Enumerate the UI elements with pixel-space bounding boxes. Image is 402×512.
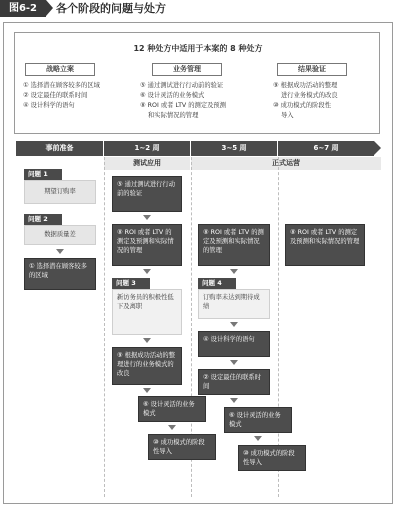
- problem-4-tag: 问题 4: [198, 278, 236, 289]
- prescription-box: ⑨ 根据成功活动的整理进行的业务模式的改良: [112, 347, 182, 385]
- prescription-box: ⑤ 通过测试进行行动前的验证: [112, 176, 182, 212]
- problem-1-tag: 问题 1: [24, 169, 62, 180]
- flow-arrow: [230, 269, 238, 274]
- timeline-week-1-2: 1~2 周: [104, 141, 191, 156]
- strategy-item: ② 设定最佳的联系时间: [23, 92, 88, 99]
- operation-item: ⑤ 通过测试进行行动前的验证: [140, 82, 224, 89]
- prescriptions-box: [14, 32, 380, 134]
- problem-3-tag: 问题 3: [112, 278, 150, 289]
- flow-arrow: [143, 215, 151, 220]
- prescription-box: ② 设定最佳的联系时间: [198, 369, 270, 395]
- figure-title: 各个阶段的问题与处方: [56, 2, 166, 15]
- prescription-box: ⑥ 设计灵活的业务模式: [224, 407, 292, 433]
- flow-arrow: [254, 436, 262, 441]
- verification-item: ⑨ 根据成功活动的整理: [273, 82, 338, 89]
- phase-test: 测试应用: [104, 157, 190, 170]
- flow-arrow: [56, 249, 64, 254]
- category-operation: 业务管理: [152, 63, 222, 76]
- problem-3-text: 新访务员的积极性低下及离职: [112, 289, 182, 335]
- verification-item: 导入: [281, 112, 294, 119]
- prescription-box: ⑩ 成功模式的阶段性导入: [148, 434, 216, 460]
- problem-2-text: 数据质量差: [24, 225, 96, 245]
- operation-item: ⑧ ROI 或者 LTV 的测定及预测: [140, 102, 227, 109]
- figure-tag-tail: [46, 0, 53, 16]
- flow-arrow: [168, 425, 176, 430]
- flow-arrow: [230, 322, 238, 327]
- flow-arrow: [143, 388, 151, 393]
- operation-item: 和实际情况的管理: [148, 112, 199, 119]
- category-strategy: 战略立案: [25, 63, 95, 76]
- timeline-prep: 事前准备: [16, 141, 104, 156]
- prescription-box: ① 选择潜在顾客较多的区域: [24, 258, 96, 290]
- strategy-item: ④ 设计科学的语句: [23, 102, 75, 109]
- strategy-item: ① 选择潜在顾客较多的区域: [23, 82, 100, 89]
- flow-arrow: [143, 269, 151, 274]
- verification-item: ⑩ 成功模式的阶段性: [273, 102, 332, 109]
- flow-arrow: [230, 398, 238, 403]
- prescription-box: ⑧ ROI 或者 LTV 的测定及预测和实际情况的管理: [285, 224, 365, 266]
- prescription-box: ⑧ ROI 或者 LTV 的测定及预测和实际情况的管理: [198, 224, 270, 266]
- figure-tag: 图6-2: [0, 0, 46, 17]
- problem-1-text: 期望订购率: [24, 180, 96, 204]
- prescription-box: ⑥ 设计灵活的业务模式: [138, 396, 206, 422]
- flow-arrow: [230, 360, 238, 365]
- timeline-week-6-7: 6~7 周: [278, 141, 374, 156]
- prescription-box: ⑩ 成功模式的阶段性导入: [238, 445, 306, 471]
- operation-item: ⑥ 设计灵活的业务模式: [140, 92, 205, 99]
- problem-4-text: 订购率未达到期待成绩: [198, 289, 270, 319]
- problem-2-tag: 问题 2: [24, 214, 62, 225]
- prescription-box: ⑧ ROI 或者 LTV 的测定及预测和实际情况的管理: [112, 224, 182, 266]
- column-separator: [104, 157, 105, 497]
- timeline-week-3-5: 3~5 周: [191, 141, 278, 156]
- timeline-arrow: [374, 141, 381, 155]
- prescription-box: ④ 设计科学的语句: [198, 331, 270, 357]
- category-verification: 结果验证: [277, 63, 347, 76]
- phase-production: 正式运营: [191, 157, 381, 170]
- verification-item: 进行业务模式的改良: [281, 92, 338, 99]
- flow-arrow: [143, 338, 151, 343]
- prescriptions-title: 12 种处方中适用于本案的 8 种处方: [133, 44, 263, 53]
